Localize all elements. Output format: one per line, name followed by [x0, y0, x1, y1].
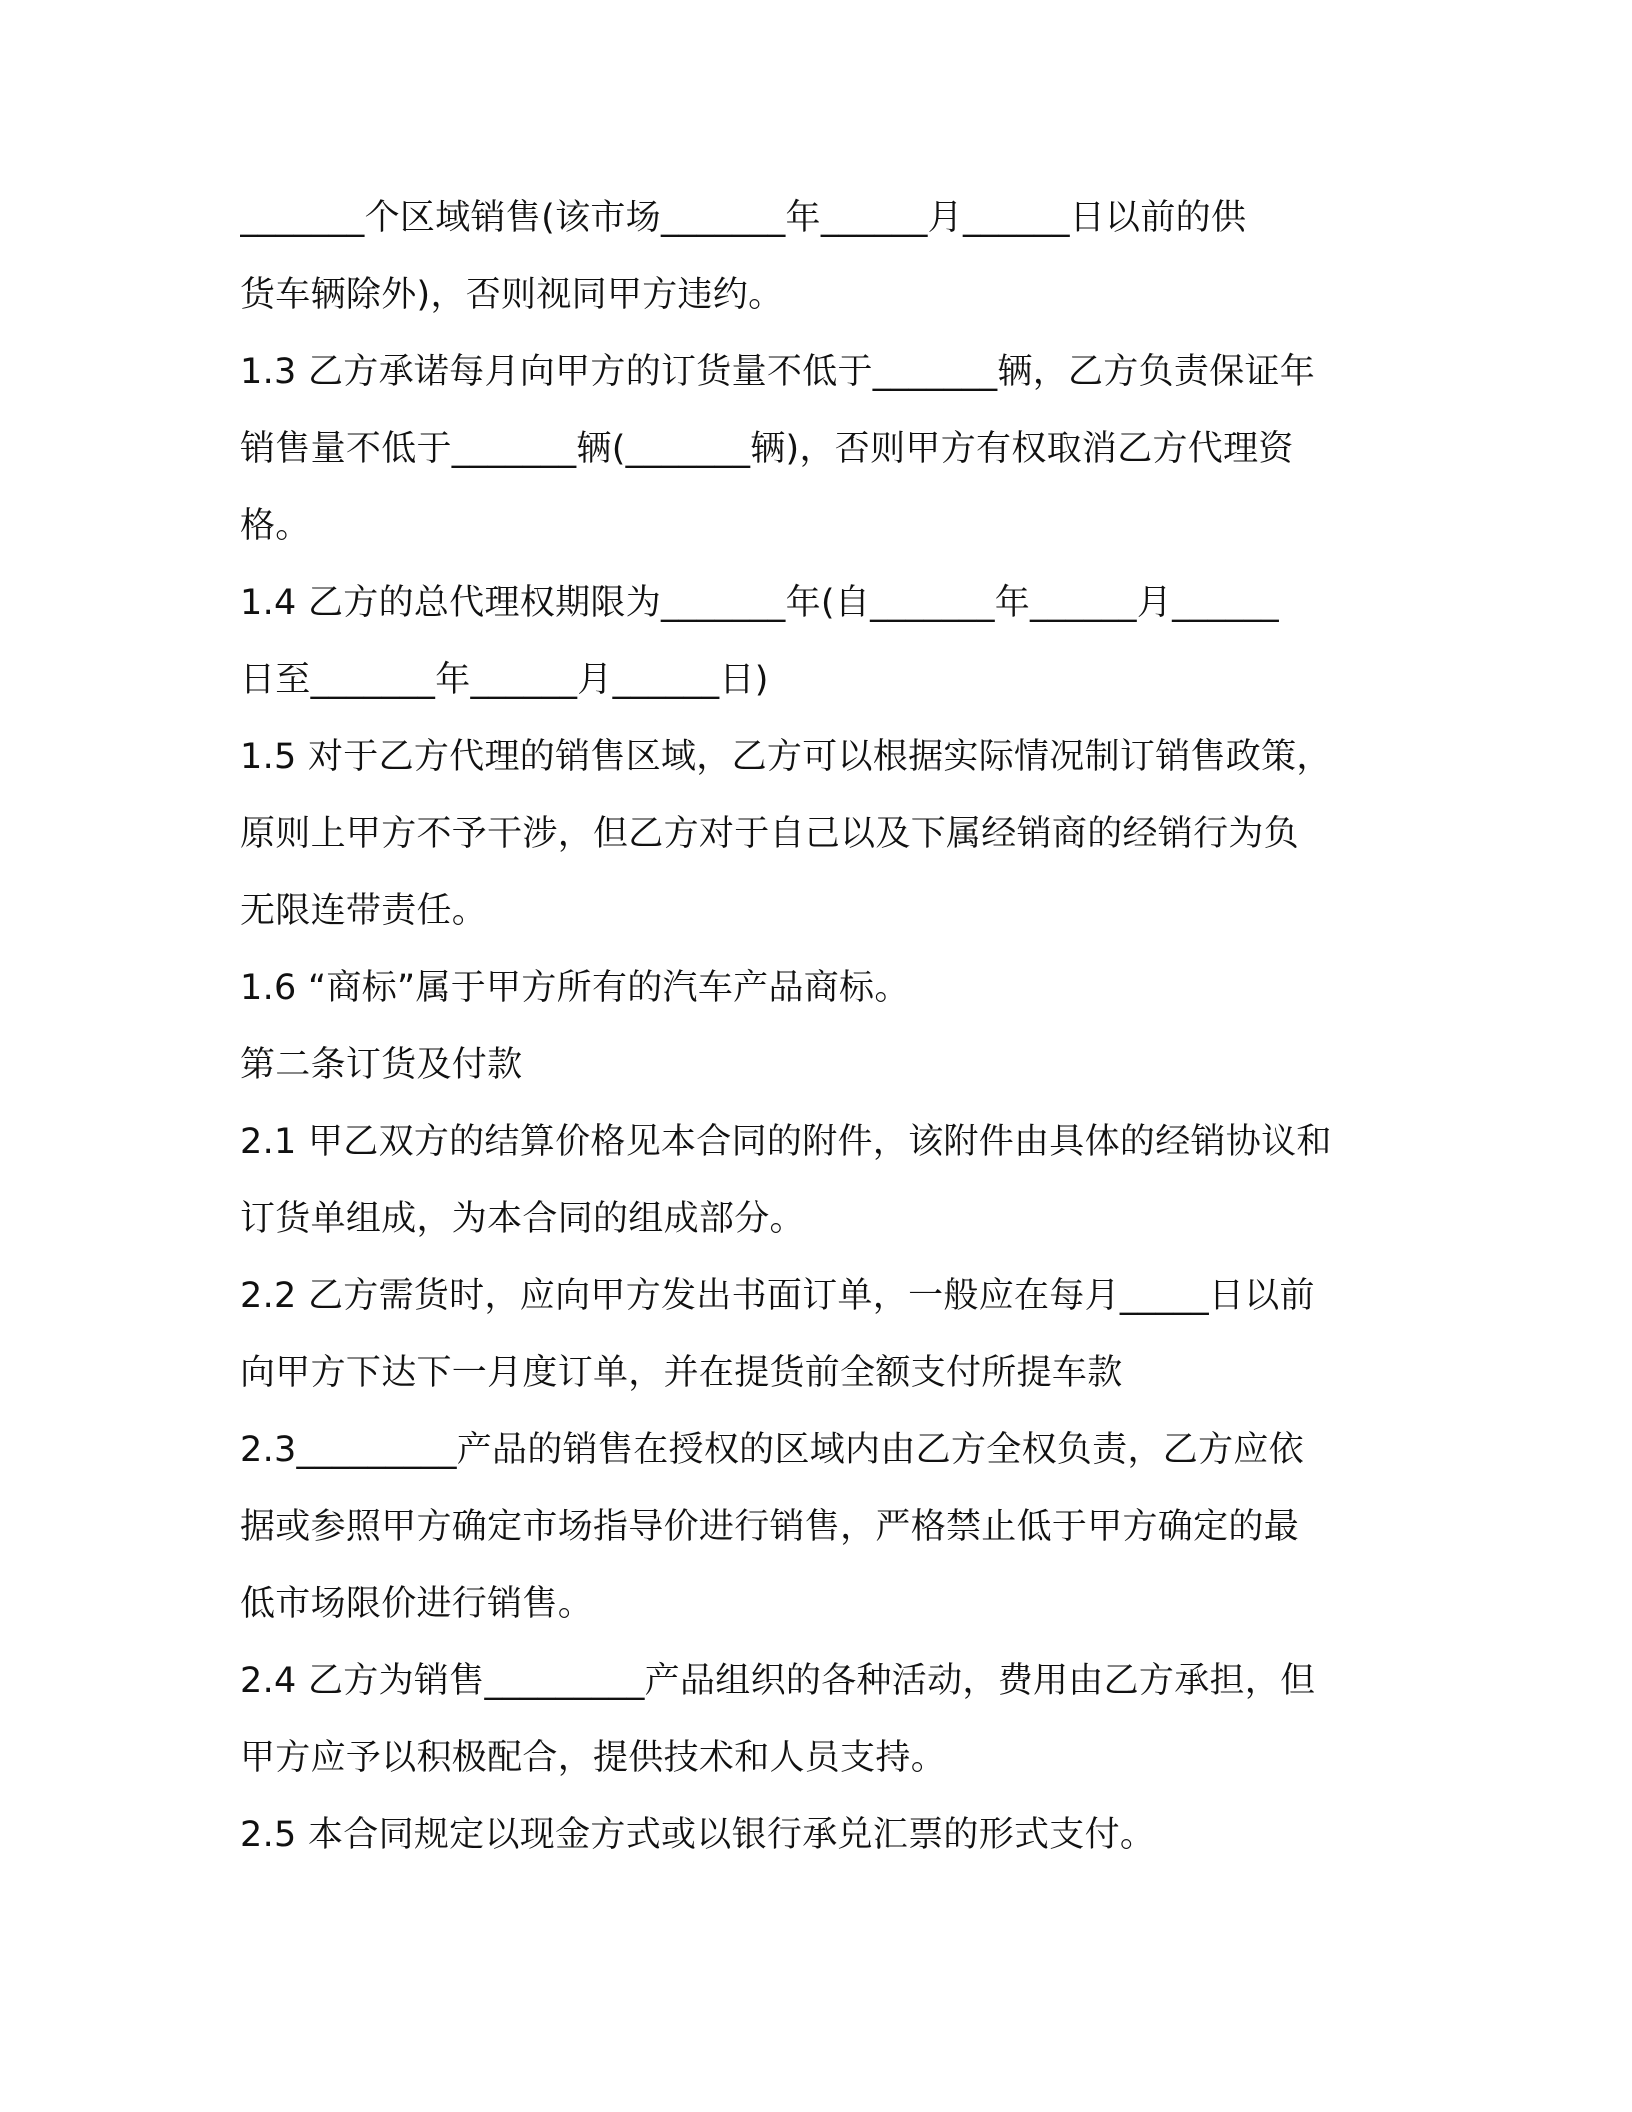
clause-1-6: 1.6 “商标”属于甲方所有的汽车产品商标。: [240, 968, 910, 1008]
text-line: 无限连带责任。: [240, 891, 488, 931]
text-line: 格。: [240, 506, 311, 546]
text-line: 日至_______年______月______日): [240, 660, 769, 700]
text-line: 销售量不低于_______辆(_______辆)，否则甲方有权取消乙方代理资: [240, 429, 1294, 469]
text-line: 甲方应予以积极配合，提供技术和人员支持。: [240, 1738, 947, 1778]
clause-1-4: 1.4 乙方的总代理权期限为_______年(自_______年______月______: [240, 583, 1279, 623]
text-line: 货车辆除外)，否则视同甲方违约。: [240, 275, 784, 315]
text-line: 低市场限价进行销售。: [240, 1584, 594, 1624]
clause-2-4: 2.4 乙方为销售_________产品组织的各种活动，费用由乙方承担，但: [240, 1661, 1316, 1701]
clause-1-3: 1.3 乙方承诺每月向甲方的订货量不低于_______辆，乙方负责保证年: [240, 352, 1316, 392]
text-line: 据或参照甲方确定市场指导价进行销售，严格禁止低于甲方确定的最: [240, 1507, 1300, 1547]
clause-1-5: 1.5 对于乙方代理的销售区域，乙方可以根据实际情况制订销售政策，: [240, 737, 1332, 777]
text-line: _______个区域销售(该市场_______年______月______日以前的供: [240, 198, 1247, 238]
clause-2-3: 2.3_________产品的销售在授权的区域内由乙方全权负责，乙方应依: [240, 1430, 1304, 1470]
text-line: 向甲方下达下一月度订单，并在提货前全额支付所提车款: [240, 1353, 1123, 1393]
contract-text-body: [240, 186, 1400, 1880]
clause-2-1: 2.1 甲乙双方的结算价格见本合同的附件，该附件由具体的经销协议和: [240, 1122, 1332, 1162]
text-line: 原则上甲方不予干涉，但乙方对于自己以及下属经销商的经销行为负: [240, 814, 1300, 854]
clause-2-5: 2.5 本合同规定以现金方式或以银行承兑汇票的形式支付。: [240, 1815, 1156, 1855]
section-heading-article-2: 第二条订货及付款: [240, 1045, 523, 1085]
clause-2-2: 2.2 乙方需货时，应向甲方发出书面订单，一般应在每月_____日以前: [240, 1276, 1315, 1316]
text-line: 订货单组成，为本合同的组成部分。: [240, 1199, 805, 1239]
